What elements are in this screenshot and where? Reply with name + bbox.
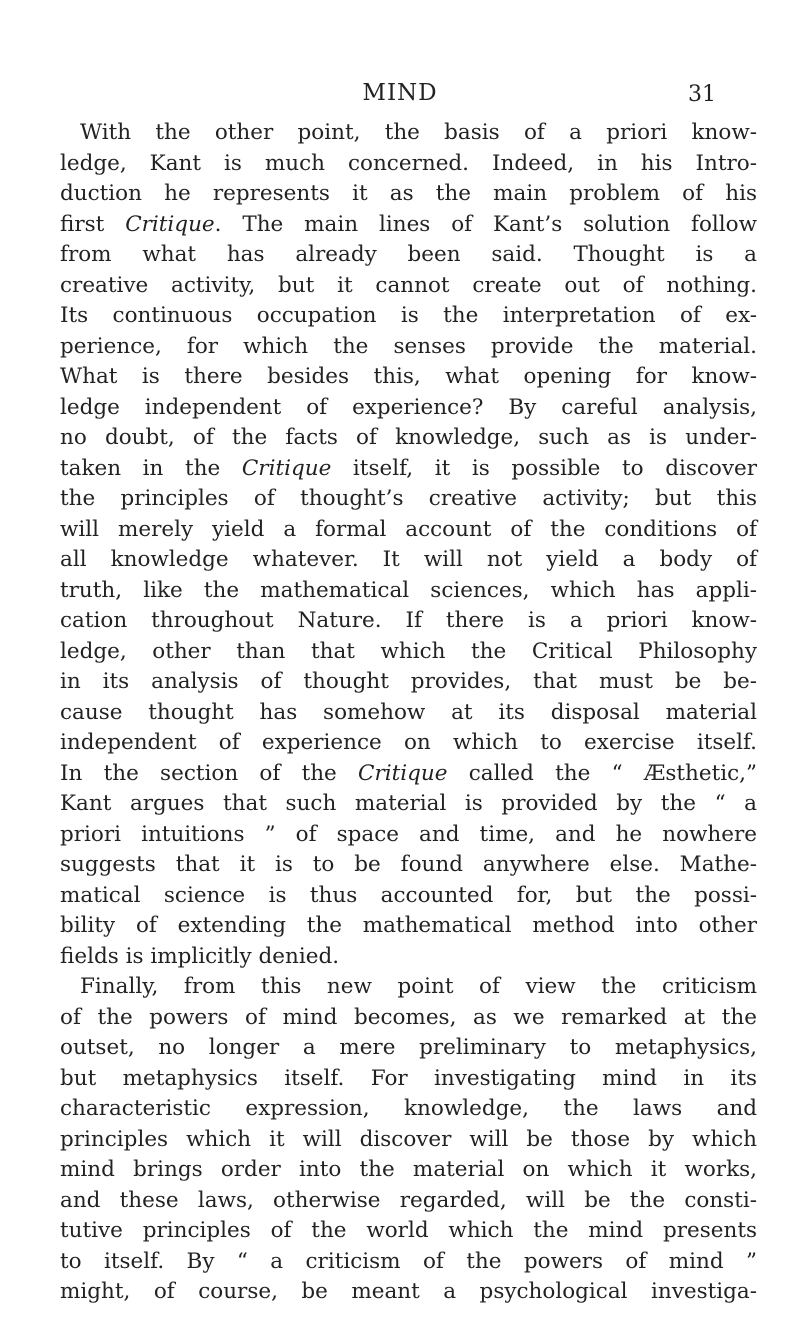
text-line bbox=[60, 118, 757, 149]
text-line bbox=[60, 545, 757, 576]
line-text: cation throughout Nature. If there is a priori know- bbox=[60, 608, 757, 633]
text-line bbox=[60, 1216, 757, 1247]
line-text: in its analysis of thought provides, that must be be- bbox=[60, 669, 757, 694]
line-text: of the powers of mind becomes, as we remarked at the bbox=[60, 1004, 757, 1030]
line-text: no doubt, of the facts of knowledge, such as is under- bbox=[60, 425, 757, 450]
line-text: mind brings order into the material on which it works, bbox=[60, 1157, 757, 1182]
text-line bbox=[60, 911, 757, 942]
running-head: MIND bbox=[362, 80, 438, 106]
line-text: but metaphysics itself. For investigating mind in its bbox=[60, 1065, 757, 1091]
line-text-continued: . The main lines of Kant’s solution follow bbox=[214, 211, 757, 237]
line-text: will merely yield a formal account of the conditions of bbox=[60, 516, 757, 542]
line-text: In the section of the bbox=[60, 760, 359, 786]
line-text: What is there besides this, what opening for know- bbox=[60, 364, 757, 389]
text-line bbox=[60, 240, 757, 271]
line-text: independent of experience on which to exercise itself. bbox=[60, 730, 757, 755]
text-line bbox=[60, 667, 757, 698]
line-text: suggests that it is to be found anywhere else. Mathe- bbox=[60, 852, 757, 877]
line-text: duction he represents it as the main problem of his bbox=[60, 181, 757, 206]
line-text: tutive principles of the world which the mind presents bbox=[60, 1218, 757, 1243]
text-line bbox=[60, 637, 757, 668]
line-text: ledge, other than that which the Critical Philosophy bbox=[60, 638, 757, 664]
text-line bbox=[60, 1064, 757, 1095]
line-text: principles which it will discover will be those by which bbox=[60, 1126, 757, 1152]
line-text: the principles of thought’s creative activity; but this bbox=[60, 486, 757, 511]
text-line bbox=[60, 881, 757, 912]
line-text: Finally, from this new point of view the criticism bbox=[80, 974, 757, 999]
line-text: ledge independent of experience? By careful analysis, bbox=[60, 394, 757, 420]
text-line bbox=[60, 179, 757, 210]
body-text bbox=[60, 118, 757, 1308]
text-line bbox=[60, 850, 757, 881]
line-text: truth, like the mathematical sciences, which has appli- bbox=[60, 577, 757, 603]
page-header bbox=[0, 80, 800, 110]
line-text: cause thought has somehow at its disposal material bbox=[60, 699, 757, 725]
line-text: Its continuous occupation is the interpretation of ex- bbox=[60, 303, 757, 328]
text-line bbox=[60, 454, 757, 485]
text-line bbox=[60, 1186, 757, 1217]
line-text: from what has already been said. Thought is a bbox=[60, 242, 757, 267]
line-text: bility of extending the mathematical method into other bbox=[60, 913, 757, 938]
text-line bbox=[60, 484, 757, 515]
text-line bbox=[60, 759, 757, 790]
text-line bbox=[60, 362, 757, 393]
text-line bbox=[60, 972, 757, 1003]
text-line bbox=[60, 271, 757, 302]
line-text-continued: itself, it is possible to discover bbox=[331, 455, 757, 481]
text-line bbox=[60, 301, 757, 332]
italic-title: Critique bbox=[125, 211, 215, 237]
text-line bbox=[60, 332, 757, 363]
line-text: all knowledge whatever. It will not yield a body of bbox=[60, 547, 757, 572]
line-text: fields is implicitly denied. bbox=[60, 943, 340, 969]
text-line bbox=[60, 1125, 757, 1156]
text-line bbox=[60, 210, 757, 241]
text-line bbox=[60, 1094, 757, 1125]
line-text: creative activity, but it cannot create out of nothing. bbox=[60, 272, 757, 298]
text-line bbox=[60, 1247, 757, 1278]
italic-title: Critique bbox=[241, 455, 332, 481]
line-text: priori intuitions ” of space and time, and he nowhere bbox=[60, 821, 757, 847]
text-line bbox=[60, 1003, 757, 1034]
italic-title: Critique bbox=[358, 760, 448, 786]
text-line bbox=[60, 728, 757, 759]
text-line bbox=[60, 515, 757, 546]
line-text: first bbox=[60, 211, 126, 237]
line-text: With the other point, the basis of a priori know- bbox=[80, 120, 757, 145]
page-number: 31 bbox=[688, 82, 716, 107]
text-line bbox=[60, 576, 757, 607]
text-line bbox=[60, 1155, 757, 1186]
text-line bbox=[60, 1277, 757, 1308]
line-text: characteristic expression, knowledge, the laws and bbox=[60, 1096, 757, 1121]
line-text: and these laws, otherwise regarded, will be the consti- bbox=[60, 1187, 757, 1213]
line-text: outset, no longer a mere preliminary to metaphysics, bbox=[60, 1035, 757, 1060]
text-line bbox=[60, 606, 757, 637]
text-line bbox=[60, 820, 757, 851]
text-line bbox=[60, 149, 757, 180]
text-line bbox=[60, 1033, 757, 1064]
text-line bbox=[60, 423, 757, 454]
line-text: perience, for which the senses provide the material. bbox=[60, 333, 757, 359]
line-text: Kant argues that such material is provided by the “ a bbox=[60, 791, 757, 816]
line-text: to itself. By “ a criticism of the powers of mind ” bbox=[60, 1248, 757, 1274]
text-line bbox=[60, 942, 757, 973]
text-line bbox=[60, 393, 757, 424]
line-text: ledge, Kant is much concerned. Indeed, in his Intro- bbox=[60, 150, 757, 176]
text-line bbox=[60, 698, 757, 729]
line-text-continued: called the “ Æsthetic,” bbox=[447, 760, 757, 786]
text-line bbox=[60, 789, 757, 820]
line-text: taken in the bbox=[60, 455, 242, 481]
line-text: matical science is thus accounted for, but the possi- bbox=[60, 882, 757, 908]
line-text: might, of course, be meant a psychological investiga- bbox=[60, 1279, 757, 1304]
